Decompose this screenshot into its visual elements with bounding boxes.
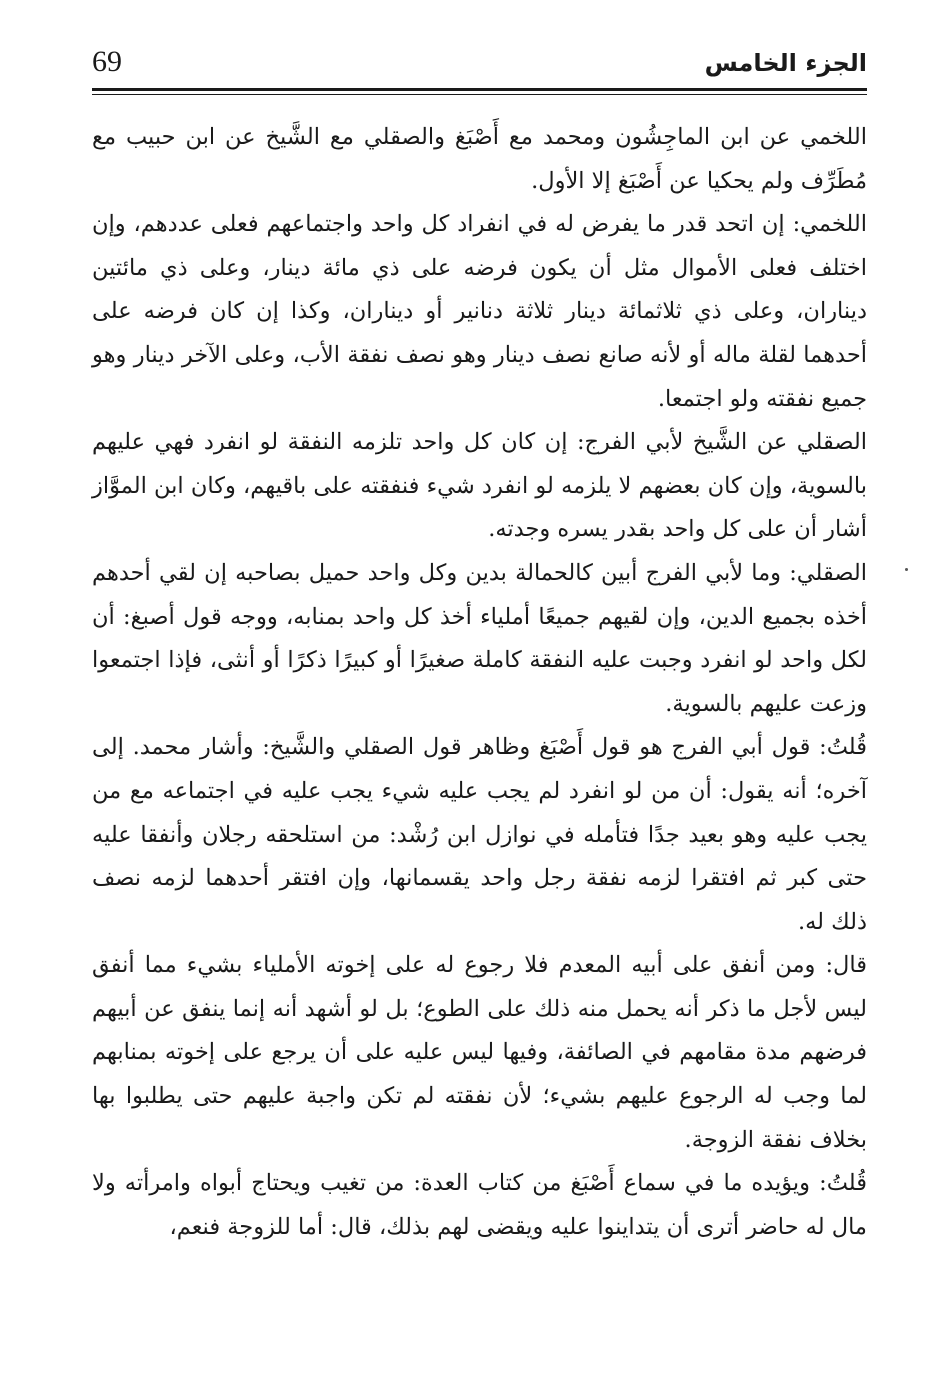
paragraph: الصقلي: وما لأبي الفرج أبين كالحمالة بدين وكل واحد حميل بصاحبه إن لقي أحدهم أخذه بجميع الدين، وإن لقيهم جميعًا أملياء أخذ كل واحد بمنابه، ووجه قول أصبغ: أن لكل واحد لو انفرد وجبت عليه النفقة كاملة صغيرًا أو كبيرًا ذكرًا أو أنثى، فإذا اجتمعوا وزعت عليهم بالسوية. xyxy=(92,559,867,717)
page-number: 69 xyxy=(92,45,122,78)
body-text xyxy=(92,116,867,1249)
margin-mark xyxy=(905,568,908,571)
paragraph: اللخمي: إن اتحد قدر ما يفرض له في انفراد كل واحد واجتماعهم فعلى عددهم، وإن اختلف فعلى الأموال مثل أن يكون فرضه على ذي مائة دينار، وعلى ذي مائتين ديناران، وعلى ذي ثلاثمائة دينار ثلاثة دنانير أو ديناران، وكذا إن كان فرضه على أحدهما لقلة ماله أو لأنه صانع نصف دينار وهو نصف نفقة الأب، وعلى الآخر دينار وهو جميع نفقته ولو اجتمعا. xyxy=(92,211,867,412)
paragraph: اللخمي عن ابن الماجِشُون ومحمد مع أَصْبَغ والصقلي مع الشَّيخ عن ابن حبيب مع مُطَرِّف ولم يحكيا عن أَصْبَغ إلا الأول. xyxy=(92,124,867,194)
paragraph: قال: ومن أنفق على أبيه المعدم فلا رجوع له على إخوته الأملياء بشيء مما أنفق ليس لأجل ما ذكر أنه يحمل منه ذلك على الطوع؛ بل لو أشهد أنه إنما ينفق عن أبيهم فرضهم مدة مقامهم في الصائفة، وفيها ليس عليه على أن يرجع على إخوته بمنابهم لما وجب له الرجوع عليهم بشيء؛ لأن نفقته لم تكن واجبة عليهم حتى يطلبوا بها بخلاف نفقة الزوجة. xyxy=(92,952,867,1153)
paragraph: قُلتُ: قول أبي الفرج هو قول أَصْبَغ وظاهر قول الصقلي والشَّيخ: وأشار محمد. إلى آخره؛ أنه يقول: أن من لو انفرد لم يجب عليه شيء يجب عليه في اجتماعه مع من يجب عليه وهو بعيد جدًا فتأمله في نوازل ابن رُشْد: من استلحقه رجلان وأنفقا عليه حتى كبر ثم افتقرا لزمه نفقة رجل واحد يقسمانها، وإن افتقر أحدهما لزمه نصف ذلك له. xyxy=(92,734,867,935)
paragraph: الصقلي عن الشَّيخ لأبي الفرج: إن كان كل واحد تلزمه النفقة لو انفرد فهي عليهم بالسوية، وإن كان بعضهم لا يلزمه لو انفرد شيء فنفقته على باقيهم، وكان ابن الموَّاز أشار أن على كل واحد بقدر يسره وجدته. xyxy=(92,429,867,543)
header-rule-thin xyxy=(92,94,867,95)
paragraph: قُلتُ: ويؤيده ما في سماع أَصْبَغ من كتاب العدة: من تغيب ويحتاج أبواه وامرأته ولا مال له حاضر أترى أن يتداينوا عليه ويقضى لهم بذلك، قال: أما للزوجة فنعم، xyxy=(92,1170,867,1240)
chapter-title: الجزء الخامس xyxy=(704,49,867,77)
header-rule-thick xyxy=(92,88,867,91)
